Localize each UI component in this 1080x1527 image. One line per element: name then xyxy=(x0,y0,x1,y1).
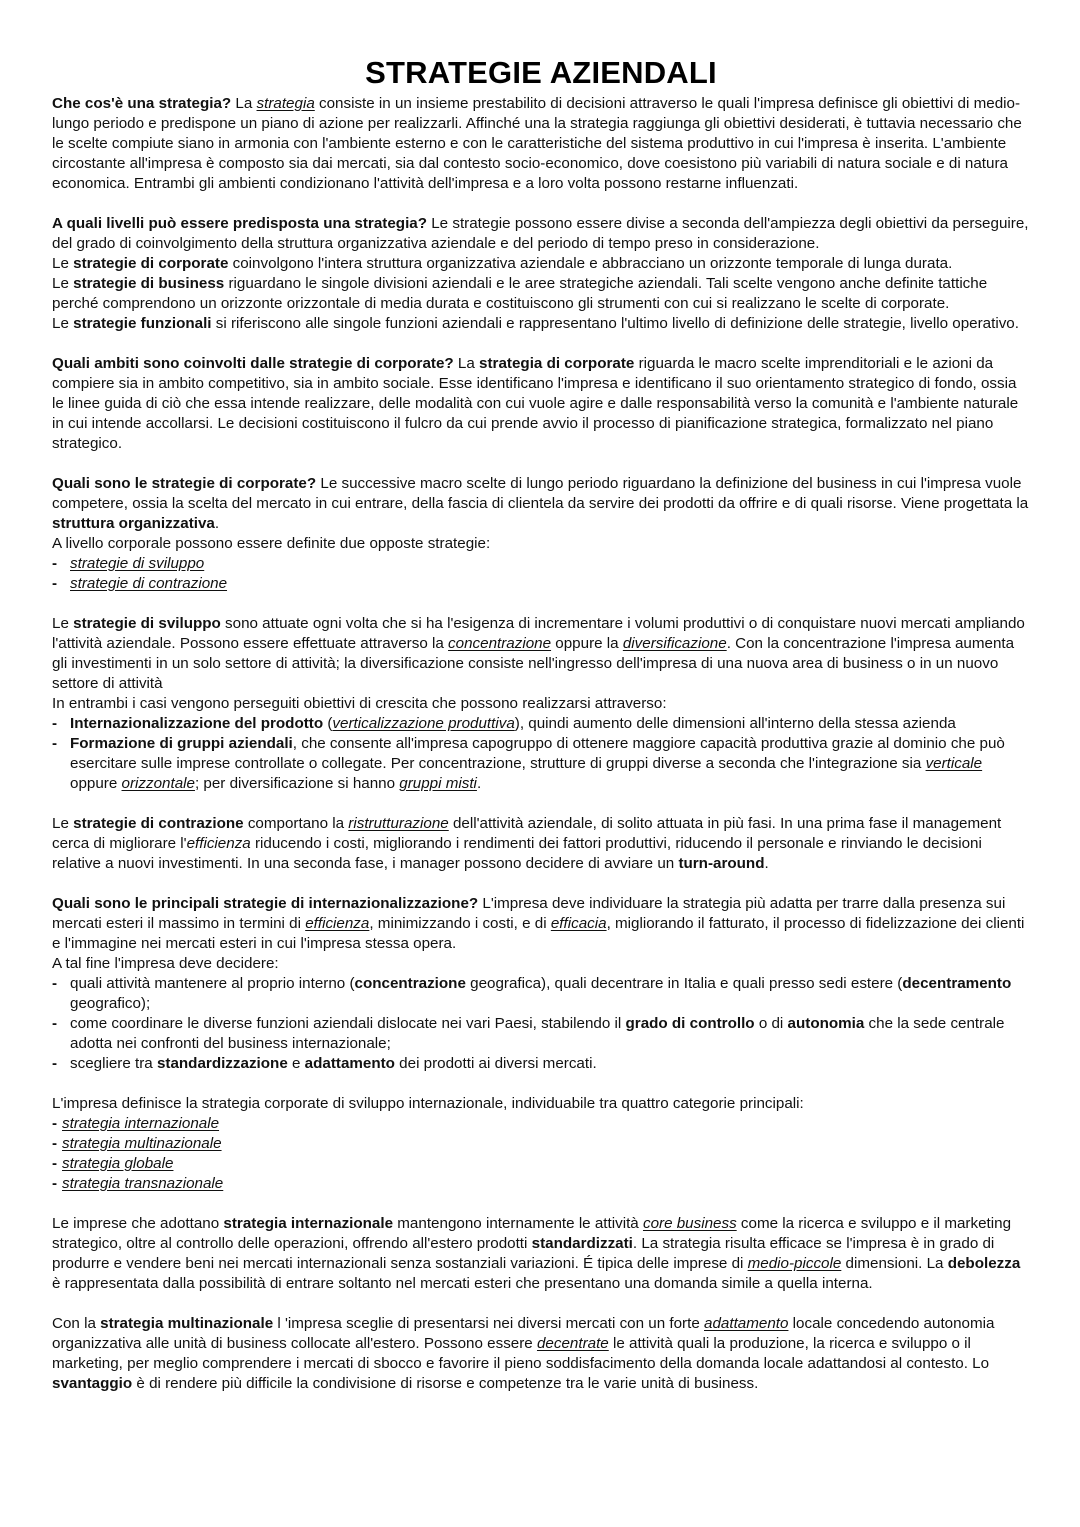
text-run: e xyxy=(287,1055,305,1072)
underlined-term: diversificazione xyxy=(622,635,727,652)
text-run: come coordinare le diverse funzioni aziendali dislocate nei vari Paesi, stabilendo il xyxy=(70,1015,626,1032)
underlined-term: strategie di contrazione xyxy=(70,575,228,592)
text-run: è di rendere più difficile la condivisione di risorse e competenze tra le varie unità di business. xyxy=(132,1375,759,1392)
text-run: dei prodotti ai diversi mercati. xyxy=(394,1055,597,1072)
text-run: Le strategie possono essere divise a seconda dell'ampiezza degli obiettivi da perseguire, del grado di coinvolgimento della struttura organizzativa aziendale e del periodo di tempo preso in considerazione. xyxy=(52,215,1029,252)
text-run: L'impresa definisce la strategia corporate di sviluppo internazionale, individuabile tra quattro categorie principali: xyxy=(52,1095,804,1112)
bold-text: svantaggio xyxy=(52,1375,133,1392)
dash-bullet-icon: - xyxy=(52,1175,58,1192)
paragraph xyxy=(52,354,1030,454)
text-run: consiste in un insieme prestabilito di decisioni attraverso le quali l'impresa definisce gli obiettivi di medio-lungo periodo e predispone un piano di azione per realizzarli. Affinché una la strategia raggiunga gli obiettivi desiderati, è tuttavia necessario che le scelte compiute siano in armonia con l'ambiente esterno e con le caratteristiche del sistema produttivo in cui l'impresa è inserita. L'ambiente circostante all'impresa è composto sia dai mercati, sia dal contesto socio-economico, dove coesistono più variabili di natura sociale e di natura economica. Entrambi gli ambienti condizionano l'attività dell'impresa e a loro volta possono restarne influenzati. xyxy=(52,95,1022,192)
paragraph-spacer xyxy=(52,1074,1030,1094)
text-run: geografico); xyxy=(70,995,151,1012)
bold-text: strategie di business xyxy=(73,275,225,292)
bold-text: standardizzazione xyxy=(156,1055,288,1072)
text-run: . xyxy=(764,855,769,872)
bullet-list xyxy=(52,1114,1030,1194)
list-item xyxy=(52,1154,1030,1174)
underlined-term: strategie di sviluppo xyxy=(70,555,205,572)
paragraph xyxy=(52,1214,1030,1294)
text-run: riguarda le macro scelte imprenditoriali e le azioni da compiere sia in ambito competitivo, sia in ambito sociale. Esse identificano l'impresa e identificano il suo orientamento strategico di fondo, ossia le linee guida di ciò che essa intende realizzare, delle modalità con cui vuole agire e dalle responsabilità verso la comunità e l'ambiente naturale in cui intende accollarsi. Le decisioni costituiscono il fulcro da cui prende avvio il processo di pianificazione strategica, formalizzato nel piano strategico. xyxy=(52,355,1019,452)
paragraph-spacer xyxy=(52,1294,1030,1314)
paragraph xyxy=(52,534,1030,554)
text-run: Con la xyxy=(52,1315,101,1332)
paragraph xyxy=(52,274,1030,314)
text-run: Le xyxy=(52,815,74,832)
text-run: mantengono internamente le attività xyxy=(393,1215,643,1232)
text-run: coinvolgono l'intera struttura organizzativa aziendale e abbracciano un orizzonte temporale di lunga durata. xyxy=(228,255,953,272)
text-run: . La strategia risulta efficace se l'impresa è in grado di produrre e vendere beni nei mercati internazionali senza sostanziali variazioni. É tipica delle imprese di xyxy=(52,1235,995,1272)
dash-bullet-icon: - xyxy=(52,735,58,752)
text-run: come la ricerca e sviluppo e il marketing strategico, oltre al controllo delle operazioni, offrendo all'estero prodotti xyxy=(52,1215,1012,1252)
underlined-term: concentrazione xyxy=(448,635,552,652)
text-run: ), quindi aumento delle dimensioni all'interno della stessa azienda xyxy=(514,715,956,732)
list-item xyxy=(52,1014,1030,1054)
dash-bullet-icon: - xyxy=(52,975,58,992)
paragraph xyxy=(52,254,1030,274)
bold-text: turn-around xyxy=(678,855,765,872)
paragraph-spacer xyxy=(52,1194,1030,1214)
bold-text: decentramento xyxy=(902,975,1012,992)
text-run: La xyxy=(231,95,257,112)
text-run: , migliorando il fatturato, il processo di fidelizzazione dei clienti e l'immagine nei mercati esteri in cui l'impresa stessa opera. xyxy=(52,915,1025,952)
paragraph xyxy=(52,314,1030,334)
underlined-term: decentrate xyxy=(536,1335,609,1352)
underlined-term: ristrutturazione xyxy=(348,815,449,832)
text-run: Le xyxy=(52,615,74,632)
underlined-term: orizzontale xyxy=(121,775,195,792)
text-run: Le xyxy=(52,315,74,332)
paragraph xyxy=(52,474,1030,534)
text-run: efficienza xyxy=(186,835,251,852)
bold-text: strategie di corporate xyxy=(73,255,229,272)
text-run: . xyxy=(476,775,482,792)
paragraph xyxy=(52,214,1030,254)
bold-text: Quali sono le strategie di corporate? xyxy=(52,475,317,492)
text-run: sono attuate ogni volta che si ha l'esigenza di incrementare i volumi produttivi o di conquistare nuovi mercati ampliando l'attività aziendale. Possono essere effettuate attraverso la xyxy=(52,615,1025,652)
bold-text: strategie di sviluppo xyxy=(73,615,221,632)
text-run: comportano la xyxy=(243,815,349,832)
text-run: ( xyxy=(323,715,333,732)
paragraph-spacer xyxy=(52,794,1030,814)
paragraph xyxy=(52,954,1030,974)
bold-text: strategie funzionali xyxy=(73,315,212,332)
bullet-list xyxy=(52,554,1030,594)
underlined-term: medio-piccole xyxy=(747,1255,842,1272)
text-run: quali attività mantenere al proprio interno ( xyxy=(70,975,355,992)
text-run: , minimizzando i costi, e di xyxy=(369,915,551,932)
text-run: Le xyxy=(52,255,74,272)
text-run: oppure la xyxy=(551,635,623,652)
paragraph xyxy=(52,1094,1030,1114)
text-run: dimensioni. La xyxy=(841,1255,948,1272)
text-run: scegliere tra xyxy=(70,1055,157,1072)
paragraph xyxy=(52,614,1030,694)
paragraph xyxy=(52,94,1030,194)
text-run: l 'impresa sceglie di presentarsi nei diversi mercati con un forte xyxy=(273,1315,705,1332)
text-run: dell'attività aziendale, di solito attuata in più fasi. In una prima fase il management cerca di migliorare l' xyxy=(52,815,1002,852)
underlined-term: verticalizzazione produttiva xyxy=(332,715,515,732)
underlined-term: adattamento xyxy=(704,1315,789,1332)
bold-text: strategia internazionale xyxy=(223,1215,394,1232)
bold-text: A quali livelli può essere predisposta una strategia? xyxy=(52,215,428,232)
dash-bullet-icon: - xyxy=(52,555,58,572)
bold-text: Che cos'è una strategia? xyxy=(52,95,232,112)
bold-text: strategia di corporate xyxy=(479,355,635,372)
paragraph xyxy=(52,814,1030,874)
dash-bullet-icon: - xyxy=(52,1155,58,1172)
underlined-term: strategia xyxy=(256,95,315,112)
underlined-term: efficienza xyxy=(305,915,370,932)
text-run: locale concedendo autonomia organizzativa alle unità di business collocate all'estero. Possono essere xyxy=(52,1315,995,1352)
bold-text: concentrazione xyxy=(354,975,466,992)
list-item xyxy=(52,554,1030,574)
bold-text: Internazionalizzazione del prodotto xyxy=(70,715,324,732)
list-item xyxy=(52,1174,1030,1194)
paragraph xyxy=(52,894,1030,954)
paragraph xyxy=(52,694,1030,714)
bold-text: debolezza xyxy=(947,1255,1021,1272)
paragraph-spacer xyxy=(52,194,1030,214)
text-run: , che consente all'impresa capogruppo di ottenere maggiore capacità produttiva grazie al dominio che può esercitare sulle imprese controllate o collegate. Per concentrazione, strutture di gruppi diverse a seconda che l'integrazione sia xyxy=(70,735,1005,772)
text-run: Le successive macro scelte di lungo periodo riguardano la definizione del business in cui l'impresa vuole competere, ossia la scelta del mercato in cui entrare, della fascia di clientela da servire dei prodotti da offrire e di quali risorse. Viene progettata la xyxy=(52,475,1029,512)
text-run: Le imprese che adottano xyxy=(52,1215,224,1232)
bold-text: grado di controllo xyxy=(625,1015,755,1032)
list-item xyxy=(52,1134,1030,1154)
underlined-term: gruppi misti xyxy=(399,775,477,792)
text-run: . xyxy=(214,515,220,532)
list-item xyxy=(52,974,1030,1014)
underlined-term: efficacia xyxy=(550,915,607,932)
dash-bullet-icon: - xyxy=(52,1135,58,1152)
text-run: oppure xyxy=(70,775,122,792)
text-run: riguardano le singole divisioni aziendali e le aree strategiche aziendali. Tali scelte vengono anche definite tattiche perché comprendono un orizzonte orizzontale di media durata e costituiscono gli strumenti con cui si realizzano le scelte di corporate. xyxy=(52,275,988,312)
underlined-term: core business xyxy=(642,1215,737,1232)
bullet-list xyxy=(52,974,1030,1074)
text-run: L'impresa deve individuare la strategia più adatta per trarre dalla presenza sui mercati esteri il massimo in termini di xyxy=(52,895,1006,932)
text-run: ; per diversificazione si hanno xyxy=(194,775,400,792)
underlined-term: strategia multinazionale xyxy=(62,1135,222,1152)
paragraph-spacer xyxy=(52,454,1030,474)
text-run: A tal fine l'impresa deve decidere: xyxy=(52,955,279,972)
list-item xyxy=(52,714,1030,734)
list-item xyxy=(52,1114,1030,1134)
text-run: A livello corporale possono essere definite due opposte strategie: xyxy=(52,535,491,552)
text-run: si riferiscono alle singole funzioni aziendali e rappresentano l'ultimo livello di definizione delle strategie, livello operativo. xyxy=(211,315,1019,332)
bold-text: autonomia xyxy=(787,1015,865,1032)
paragraph-spacer xyxy=(52,594,1030,614)
text-run: le attività quali la produzione, la ricerca e sviluppo o il marketing, per meglio comprendere i mercati di sbocco e favorire il pieno soddisfacimento della domanda locale adattandosi al contesto. Lo xyxy=(52,1335,990,1372)
text-run: che la sede centrale adotta nei confronti del business internazionale; xyxy=(70,1015,1005,1052)
bullet-list xyxy=(52,714,1030,794)
bold-text: Formazione di gruppi aziendali xyxy=(70,735,293,752)
paragraph xyxy=(52,1314,1030,1394)
bold-text: Quali ambiti sono coinvolti dalle strategie di corporate? xyxy=(52,355,454,372)
text-run: Le xyxy=(52,275,74,292)
underlined-term: verticale xyxy=(925,755,983,772)
page-title: STRATEGIE AZIENDALI xyxy=(365,55,717,90)
text-run: In entrambi i casi vengono perseguiti obiettivi di crescita che possono realizzarsi attraverso: xyxy=(52,695,667,712)
bold-text: struttura organizzativa xyxy=(52,515,215,532)
text-run: o di xyxy=(754,1015,788,1032)
dash-bullet-icon: - xyxy=(52,715,58,732)
underlined-term: strategia internazionale xyxy=(62,1115,220,1132)
bold-text: adattamento xyxy=(304,1055,395,1072)
text-run: è rappresentata dalla possibilità di entrare soltanto nel mercati esteri che presentano una domanda simile a quella interna. xyxy=(52,1275,873,1292)
list-item xyxy=(52,734,1030,794)
text-run: La xyxy=(453,355,480,372)
bold-text: Quali sono le principali strategie di internazionalizzazione? xyxy=(52,895,479,912)
bold-text: strategie di contrazione xyxy=(73,815,244,832)
document-body xyxy=(52,94,1030,1394)
paragraph-spacer xyxy=(52,874,1030,894)
dash-bullet-icon: - xyxy=(52,575,58,592)
dash-bullet-icon: - xyxy=(52,1015,58,1032)
text-run: geografica), quali decentrare in Italia e quali presso sedi estere ( xyxy=(465,975,903,992)
paragraph-spacer xyxy=(52,334,1030,354)
list-item xyxy=(52,574,1030,594)
bold-text: strategia multinazionale xyxy=(100,1315,274,1332)
text-run: . Con la concentrazione l'impresa aumenta gli investimenti in un solo settore di attività; la diversificazione consiste nell'ingresso dell'impresa di una nuova area di business o in un nuovo settore di attività xyxy=(52,635,1015,692)
list-item xyxy=(52,1054,1030,1074)
bold-text: standardizzati xyxy=(531,1235,633,1252)
text-run: riducendo i costi, migliorando i rendimenti dei fattori produttivi, riducendo il personale e rinviando le decisioni relative a nuovi investimenti. In una seconda fase, i manager possono decidere di avviare un xyxy=(52,835,982,872)
underlined-term: strategia globale xyxy=(62,1155,174,1172)
underlined-term: strategia transnazionale xyxy=(62,1175,224,1192)
dash-bullet-icon: - xyxy=(52,1115,58,1132)
dash-bullet-icon: - xyxy=(52,1055,58,1072)
